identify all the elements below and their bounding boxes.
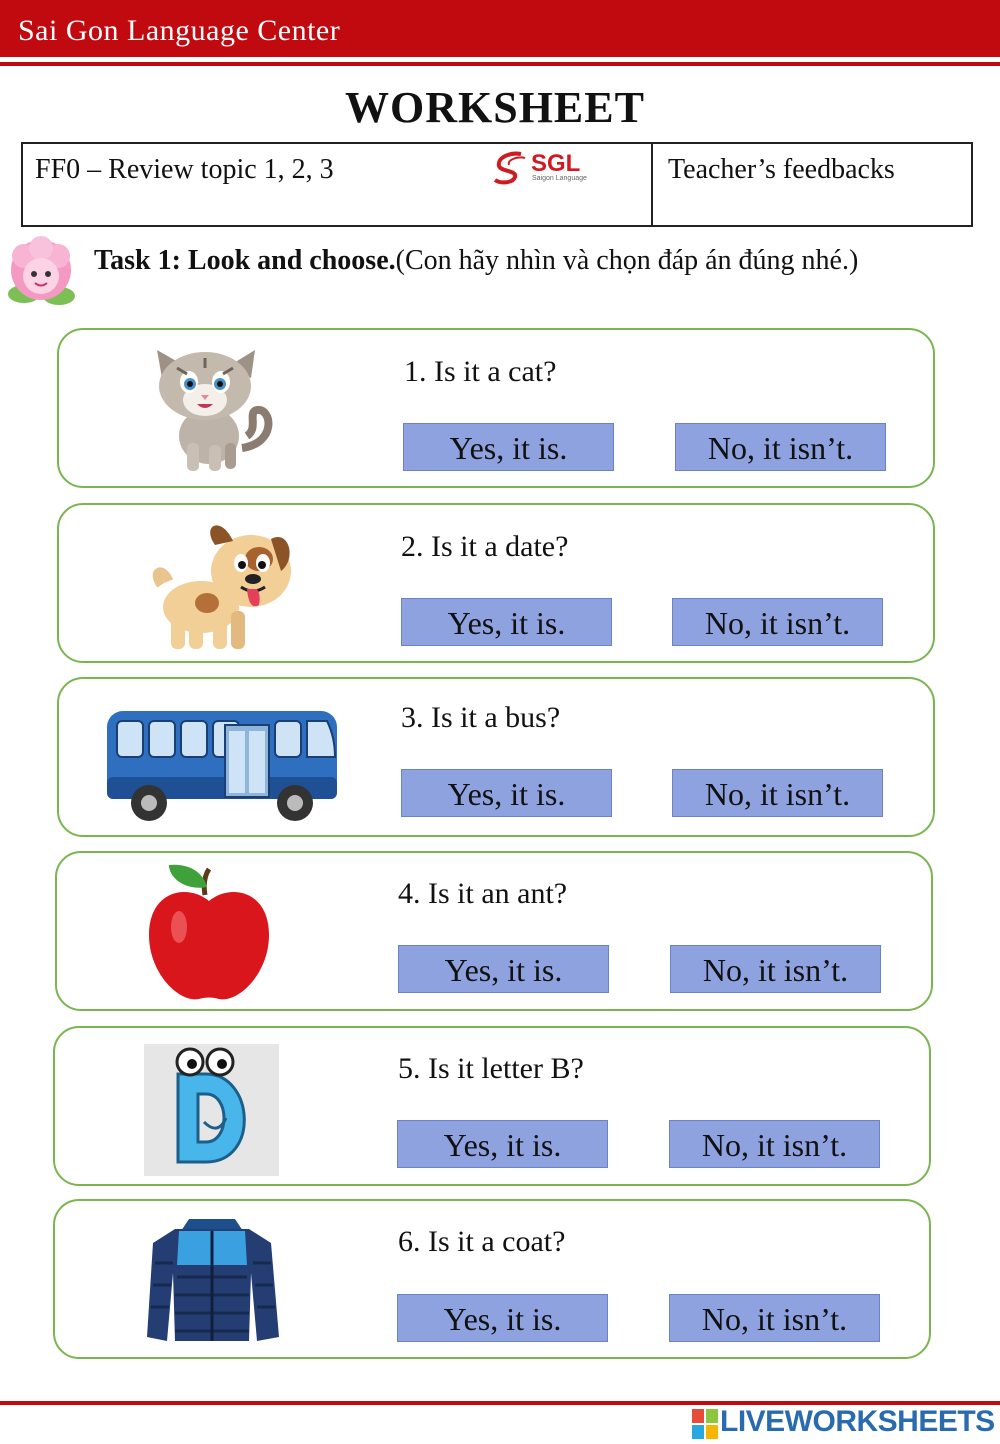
question-card-4 bbox=[55, 851, 933, 1011]
course-label: FF0 – Review topic 1, 2, 3 bbox=[35, 154, 334, 185]
yes-option[interactable]: Yes, it is. bbox=[397, 1294, 608, 1342]
question-card-2 bbox=[57, 503, 935, 663]
question-card-1 bbox=[57, 328, 935, 488]
question-text: 4. Is it an ant? bbox=[398, 877, 568, 910]
no-option[interactable]: No, it isn’t. bbox=[672, 598, 883, 646]
no-option[interactable]: No, it isn’t. bbox=[670, 945, 881, 993]
question-text: 2. Is it a date? bbox=[401, 530, 569, 563]
yes-option[interactable]: Yes, it is. bbox=[401, 769, 612, 817]
page-title: WORKSHEET bbox=[345, 83, 645, 132]
question-card-5 bbox=[53, 1026, 931, 1186]
cat-icon bbox=[147, 348, 282, 478]
question-card-3 bbox=[57, 677, 935, 837]
center-name: Sai Gon Language Center bbox=[18, 14, 341, 47]
sgl-logo bbox=[491, 150, 591, 186]
coat-icon bbox=[145, 1213, 280, 1350]
teacher-feedback-label: Teacher’s feedbacks bbox=[668, 154, 895, 185]
header-divider bbox=[0, 62, 1000, 66]
no-option[interactable]: No, it isn’t. bbox=[669, 1294, 880, 1342]
info-left-cell bbox=[23, 144, 653, 225]
question-text: 6. Is it a coat? bbox=[398, 1225, 566, 1258]
task-heading bbox=[94, 245, 858, 277]
no-option[interactable]: No, it isn’t. bbox=[675, 423, 886, 471]
question-text: 3. Is it a bus? bbox=[401, 701, 561, 734]
letter-d-character-icon bbox=[144, 1044, 279, 1181]
bus-icon bbox=[105, 707, 341, 830]
header-bar bbox=[0, 0, 1000, 57]
dog-icon bbox=[151, 515, 296, 660]
info-table bbox=[21, 142, 973, 227]
task-instruction: (Con hãy nhìn và chọn đáp án đúng nhé.) bbox=[395, 245, 859, 276]
yes-option[interactable]: Yes, it is. bbox=[397, 1120, 608, 1168]
yes-option[interactable]: Yes, it is. bbox=[401, 598, 612, 646]
liveworksheets-brand: LIVEWORKSHEETS bbox=[720, 1405, 995, 1438]
liveworksheets-blocks-icon bbox=[692, 1409, 718, 1439]
no-option[interactable]: No, it isn’t. bbox=[669, 1120, 880, 1168]
no-option[interactable]: No, it isn’t. bbox=[672, 769, 883, 817]
sgl-swoosh-icon bbox=[491, 150, 531, 186]
flower-character-icon bbox=[4, 234, 78, 310]
yes-option[interactable]: Yes, it is. bbox=[403, 423, 614, 471]
question-text: 5. Is it letter B? bbox=[398, 1052, 584, 1085]
sgl-logo-subtext: Saigon Language bbox=[532, 175, 587, 182]
apple-icon bbox=[147, 861, 272, 1008]
task-label: Task 1: Look and choose. bbox=[94, 245, 396, 276]
yes-option[interactable]: Yes, it is. bbox=[398, 945, 609, 993]
question-card-6 bbox=[53, 1199, 931, 1359]
question-text: 1. Is it a cat? bbox=[404, 355, 557, 388]
sgl-logo-text: SGL bbox=[531, 150, 581, 177]
